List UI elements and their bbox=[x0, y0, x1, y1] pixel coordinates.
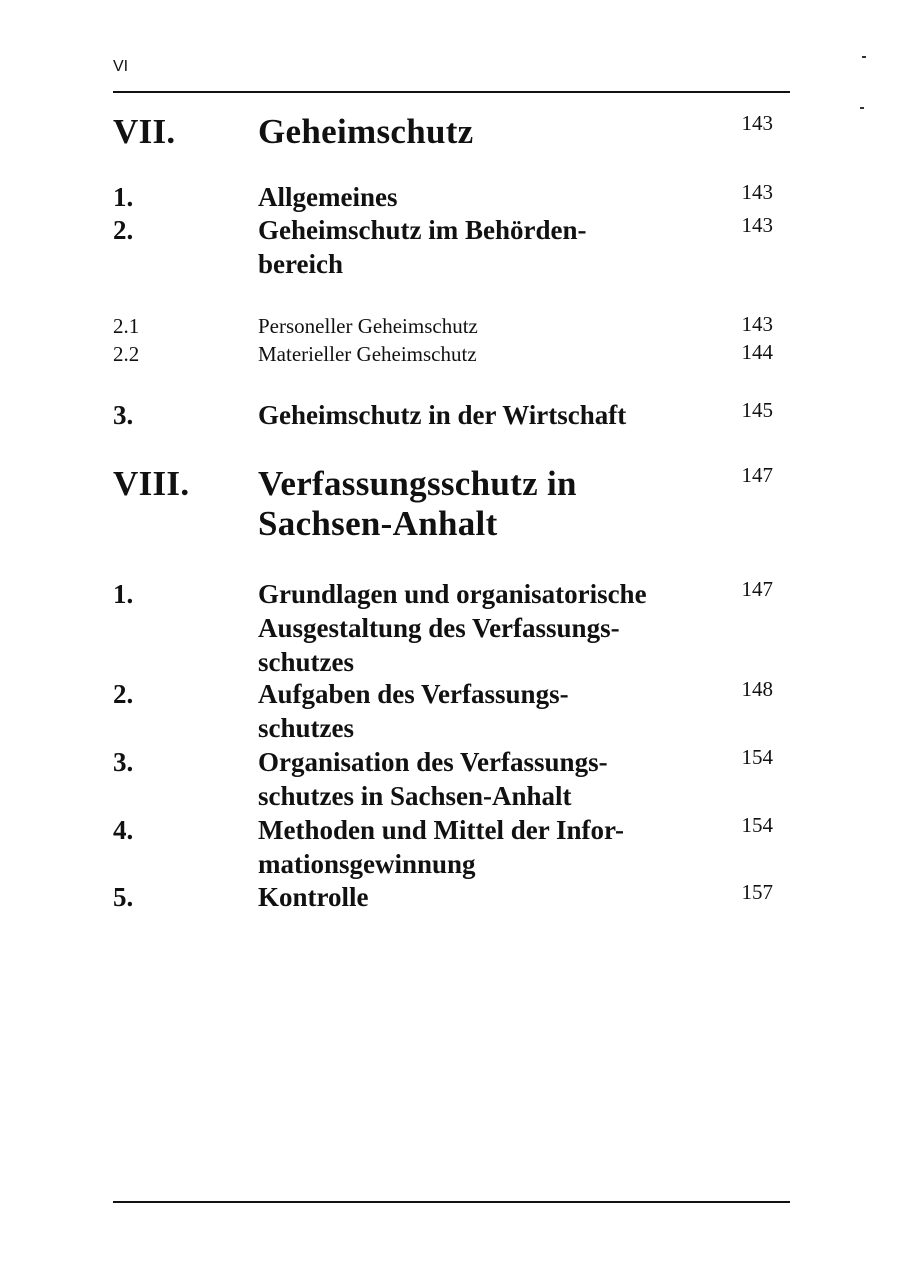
section-title[interactable]: Organisation des Verfassungs-schutzes in Sachsen-Anhalt bbox=[258, 747, 608, 811]
section-number: 5. bbox=[113, 882, 134, 912]
chapter-entry bbox=[113, 112, 773, 152]
subsection-title[interactable]: Materieller Geheimschutz bbox=[258, 342, 477, 366]
section-entry bbox=[113, 180, 773, 214]
section-number: 1. bbox=[113, 579, 134, 609]
page-ref: 143 bbox=[741, 312, 773, 336]
section-title[interactable]: Kontrolle bbox=[258, 882, 369, 912]
subsection-title[interactable]: Personeller Geheimschutz bbox=[258, 314, 478, 338]
section-number: 1. bbox=[113, 182, 134, 212]
section-entry bbox=[113, 577, 773, 679]
page-ref: 157 bbox=[741, 880, 773, 904]
page-ref: 143 bbox=[741, 111, 773, 135]
page-ref: 154 bbox=[741, 813, 773, 837]
section-title[interactable]: Aufgaben des Verfassungs-schutzes bbox=[258, 679, 569, 743]
chapter-title[interactable]: Verfassungsschutz in Sachsen-Anhalt bbox=[258, 464, 577, 543]
bottom-rule bbox=[113, 1201, 790, 1203]
page-ref: 144 bbox=[741, 340, 773, 364]
page-ref: 147 bbox=[741, 463, 773, 487]
section-entry bbox=[113, 398, 773, 432]
section-number: 3. bbox=[113, 400, 134, 430]
section-title[interactable]: Allgemeines bbox=[258, 182, 398, 212]
section-entry bbox=[113, 745, 773, 813]
top-rule bbox=[113, 91, 790, 93]
section-entry bbox=[113, 213, 773, 281]
chapter-title[interactable]: Geheimschutz bbox=[258, 112, 474, 151]
page-number: VI bbox=[113, 58, 129, 75]
section-entry bbox=[113, 813, 773, 881]
section-number: 2. bbox=[113, 215, 134, 245]
subsection-entry bbox=[113, 340, 773, 368]
chapter-number: VII. bbox=[113, 112, 176, 151]
section-number: 3. bbox=[113, 747, 134, 777]
section-title[interactable]: Methoden und Mittel der Infor-mationsgewinnung bbox=[258, 815, 624, 879]
page-ref: 148 bbox=[741, 677, 773, 701]
subsection-number: 2.1 bbox=[113, 314, 140, 338]
section-number: 4. bbox=[113, 815, 134, 845]
section-title[interactable]: Grundlagen und organisatorische Ausgestaltung des Verfassungs-schutzes bbox=[258, 579, 647, 677]
section-entry bbox=[113, 677, 773, 745]
subsection-entry bbox=[113, 312, 773, 340]
chapter-number: VIII. bbox=[113, 464, 190, 503]
section-title[interactable]: Geheimschutz in der Wirtschaft bbox=[258, 400, 627, 430]
section-title[interactable]: Geheimschutz im Behörden-bereich bbox=[258, 215, 587, 279]
section-number: 2. bbox=[113, 679, 134, 709]
page-ref: 147 bbox=[741, 577, 773, 601]
scan-speck bbox=[860, 107, 864, 109]
subsection-number: 2.2 bbox=[113, 342, 140, 366]
page-ref: 143 bbox=[741, 180, 773, 204]
chapter-entry bbox=[113, 464, 773, 544]
page-ref: 143 bbox=[741, 213, 773, 237]
page-ref: 145 bbox=[741, 398, 773, 422]
section-entry bbox=[113, 880, 773, 914]
scan-speck bbox=[862, 56, 866, 58]
page-ref: 154 bbox=[741, 745, 773, 769]
